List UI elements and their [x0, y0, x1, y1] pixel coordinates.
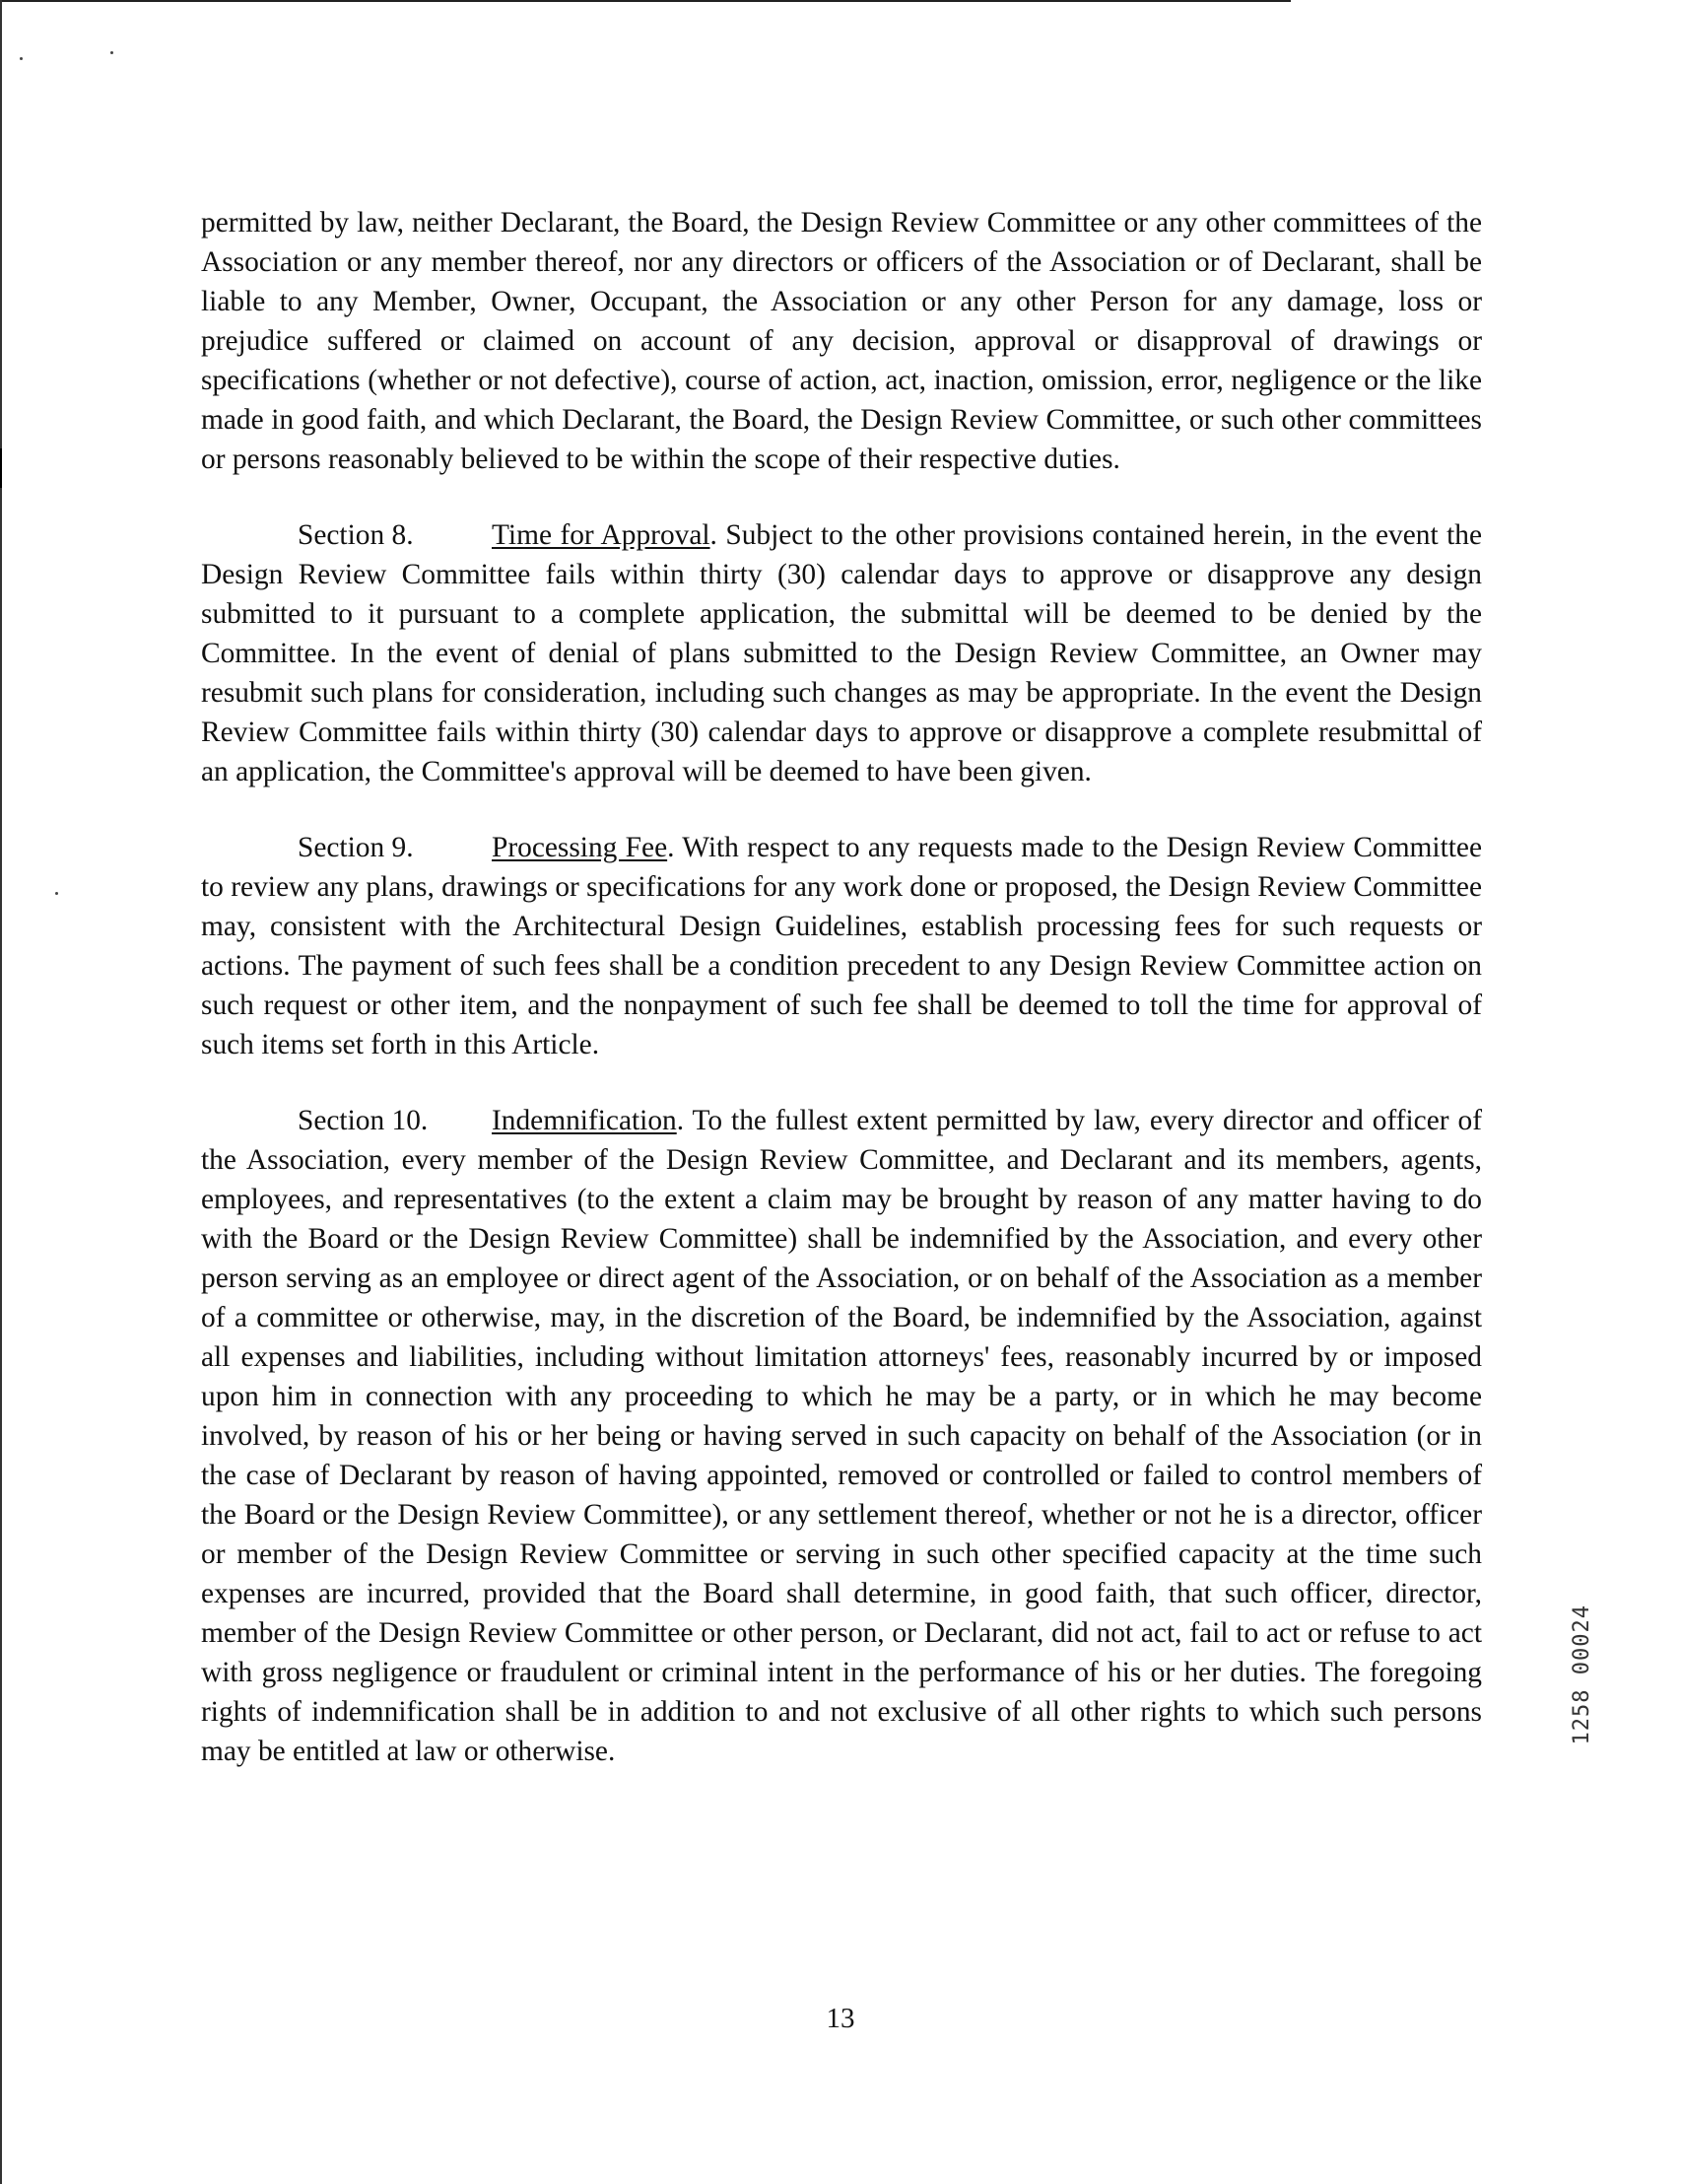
scan-left-mark	[0, 448, 2, 488]
section-9-label: Section 9.	[298, 832, 414, 863]
section-8-heading: Time for Approval	[492, 519, 710, 551]
section-9-heading: Processing Fee	[492, 832, 668, 863]
section-10-text: . To the fullest extent permitted by law, every director and officer of the Association, every member of the Design Review Committee, and Declarant and its members, agents, employees, and representatives (to the extent a claim may be brought by reason of any matter having to do with the Board or the Design Review Committee) shall be indemnified by the Association, and every other person serving as an employee or direct agent of the Association, or on behalf of the Association as a member of a committee or otherwise, may, in the discretion of the Board, be indemnified by the Association, against all expenses and liabilities, including without limitation attorneys' fees, reasonably incurred by or imposed upon him in connection with any proceeding to which he may be a party, or in which he may become involved, by reason of his or her being or having served in such capacity on behalf of the Association (or in the case of Declarant by reason of having appointed, removed or controlled or failed to control members of the Board or the Design Review Committee), or any settlement thereof, whether or not he is a director, officer or member of the Design Review Committee or serving in such other specified capacity at the time such expenses are incurred, provided that the Board shall determine, in good faith, that such officer, director, member of the Design Review Committee or other person, or Declarant, did not act, fail to act or refuse to act with gross negligence or fraudulent or criminal intent in the performance of his or her duties. The foregoing rights of indemnification shall be in addition to and not exclusive of all other rights to which such persons may be entitled at law or otherwise.	[201, 1105, 1482, 1767]
section-9	[201, 828, 1482, 1064]
scan-top-border	[0, 0, 1291, 2]
document-body	[201, 203, 1482, 1808]
section-10-heading: Indemnification	[492, 1105, 677, 1136]
intro-paragraph: permitted by law, neither Declarant, the Board, the Design Review Committee or any other committees of the Association or any member thereof, nor any directors or officers of the Association or of Declarant, shall be liable to any Member, Owner, Occupant, the Association or any other Person for any damage, loss or prejudice suffered or claimed on account of any decision, approval or disapproval of drawings or specifications (whether or not defective), course of action, act, inaction, omission, error, negligence or the like made in good faith, and which Declarant, the Board, the Design Review Committee, or such other committees or persons reasonably believed to be within the scope of their respective duties.	[201, 207, 1482, 475]
section-10	[201, 1101, 1482, 1771]
section-10-label: Section 10.	[298, 1105, 429, 1136]
scan-speck	[55, 892, 58, 895]
scan-speck	[110, 51, 113, 54]
section-9-text: . With respect to any requests made to the Design Review Committee to review any plans, drawings or specifications for any work done or proposed, the Design Review Committee may, consistent with the Architectural Design Guidelines, establish processing fees for such requests or actions. The payment of such fees shall be a condition precedent to any Design Review Committee action on such request or other item, and the nonpayment of such fee shall be deemed to toll the time for approval of such items set forth in this Article.	[201, 832, 1483, 1060]
section-8-label: Section 8.	[298, 519, 414, 551]
scan-left-border	[0, 0, 2, 2184]
section-8-text: . Subject to the other provisions contained herein, in the event the Design Review Committee fails within thirty (30) calendar days to approve or disapprove any design submitted to it pursuant to a complete application, the submittal will be deemed to be denied by the Committee. In the event of denial of plans submitted to the Design Review Committee, an Owner may resubmit such plans for consideration, including such changes as may be appropriate. In the event the Design Review Committee fails within thirty (30) calendar days to approve or disapprove a complete resubmittal of an application, the Committee's approval will be deemed to have been given.	[201, 519, 1482, 787]
document-stamp: 1258 00024	[1570, 1604, 1594, 1745]
scan-speck	[20, 57, 23, 60]
page-number: 13	[826, 2003, 855, 2034]
section-8	[201, 515, 1482, 791]
